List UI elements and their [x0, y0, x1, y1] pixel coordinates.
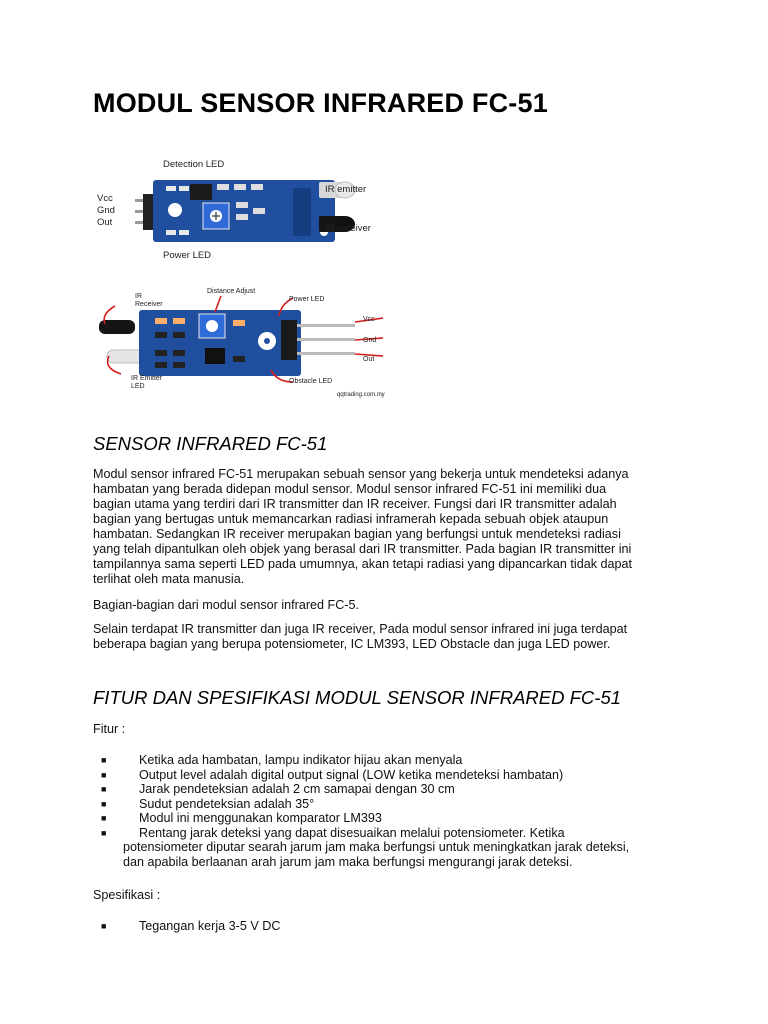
list-item: ■ Jarak pendeteksian adalah 2 cm samapai dengan 30 cm	[101, 782, 455, 796]
section-heading-features: FITUR DAN SPESIFIKASI MODUL SENSOR INFRARED FC-51	[93, 687, 622, 708]
text-line: hambatan yang berada didepan modul sensor. Modul sensor infrared FC-51 ini memiliki dua	[93, 482, 607, 496]
list-item-continuation: dan apabila berlaanan arah jarum jam maka berfungsi mengurangi jarak deteksi.	[123, 854, 573, 869]
bullet-marker: ■	[101, 784, 107, 794]
list-item: ■ Tegangan kerja 3-5 V DC	[101, 919, 281, 933]
bullet-marker: ■	[101, 813, 107, 823]
paragraph-components	[93, 622, 683, 652]
list-item: ■ Ketika ada hambatan, lampu indikator hijau akan menyala	[101, 753, 463, 767]
sensor-board-diagram-1	[93, 152, 393, 264]
feature-list	[93, 753, 693, 869]
text-line: beberapa bagian yang berupa potensiometer, IC LM393, LED Obstacle dan juga LED power.	[93, 637, 611, 651]
fitur-label: Fitur :	[93, 722, 126, 736]
label-gnd-2: Gnd	[363, 337, 377, 344]
list-item-continuation: potensiometer diputar searah jarum jam maka berfungsi untuk meningkatkan jarak deteksi,	[123, 840, 630, 854]
list-item: ■ Rentang jarak deteksi yang dapat disesuaikan melalui potensiometer. Ketika potensiometer diputar searah jarum jam maka berfungsi untuk meningkatkan jarak deteksi, dan apabila berlaanan arah jarum jam maka berfungsi mengurangi jarak deteksi.	[93, 826, 693, 870]
label-power-led-2: Power LED	[289, 296, 325, 303]
paragraph-parts: Bagian-bagian dari modul sensor infrared FC-5.	[93, 598, 360, 612]
list-item: ■ Modul ini menggunakan komparator LM393	[101, 811, 382, 825]
spesifikasi-label: Spesifikasi :	[93, 888, 161, 902]
label-detection-led: Detection LED	[163, 159, 225, 170]
label-ir-receiver-2a: IR	[135, 293, 142, 300]
label-distance-adjust: Distance Adjust	[207, 288, 256, 295]
text-line: hambatan. Sedangkan IR receiver merupakan bagian yang berfungsi untuk mendeteksi radiasi	[93, 527, 621, 541]
label-ir-emitter-2b: LED	[131, 383, 145, 390]
text-line: Selain terdapat IR transmitter dan juga IR receiver, Pada modul sensor infrared ini juga terdapat	[93, 622, 628, 636]
sensor-board-illustration-1	[93, 152, 393, 264]
label-obstacle-led: Obstacle LED	[289, 378, 333, 385]
text-line: Modul sensor infrared FC-51 merupakan sebuah sensor yang bekerja untuk mendeteksi adanya	[93, 467, 629, 481]
section-heading-sensor: SENSOR INFRARED FC-51	[93, 433, 328, 454]
text-line: terlihat oleh mata manusia.	[93, 572, 245, 586]
page-title: MODUL SENSOR INFRARED FC-51	[93, 88, 548, 118]
paragraph-description	[93, 467, 683, 587]
label-vcc: Vcc	[97, 193, 113, 204]
list-item: ■ Sudut pendeteksian adalah 35°	[101, 796, 315, 811]
label-vcc-2: Vcc	[363, 316, 375, 323]
bullet-marker: ■	[101, 798, 107, 809]
text-line: bagian yang bertugas untuk memancarkan radiasi inframerah kepada sebuah objek ataupun	[93, 512, 609, 526]
list-item: ■ Output level adalah digital output signal (LOW ketika mendeteksi hambatan)	[101, 767, 564, 782]
sensor-board-illustration-2	[93, 284, 398, 400]
bullet-marker: ■	[101, 827, 107, 838]
label-out-2: Out	[363, 356, 375, 363]
text-line: tampilannya sama seperti LED pada umumnya, akan tetapi radiasi yang dipancarkan tidak dapat	[93, 557, 633, 571]
bullet-marker: ■	[101, 769, 107, 780]
label-ir-emitter: IR emitter	[325, 184, 367, 195]
label-gnd: Gnd	[97, 205, 115, 216]
label-ir-receiver: IR receiver	[325, 223, 371, 234]
sensor-board-diagram-2	[93, 284, 398, 400]
label-ir-emitter-2a: IR Emitter	[131, 375, 163, 382]
text-line: yang telah dipantulkan oleh objek yang berasal dari IR transmitter. Pada bagian IR transmitter ini	[93, 542, 632, 556]
label-power-led: Power LED	[163, 250, 212, 261]
label-out: Out	[97, 217, 113, 228]
spec-list	[93, 919, 693, 934]
bullet-marker: ■	[101, 755, 107, 765]
bullet-marker: ■	[101, 921, 107, 931]
label-ir-receiver-2b: Receiver	[135, 301, 163, 308]
image-watermark: qqtrading.com.my	[337, 392, 385, 398]
text-line: bagian utama yang terdiri dari IR transmitter dan IR receiver. Fungsi dari IR transmitter adalah	[93, 497, 617, 511]
